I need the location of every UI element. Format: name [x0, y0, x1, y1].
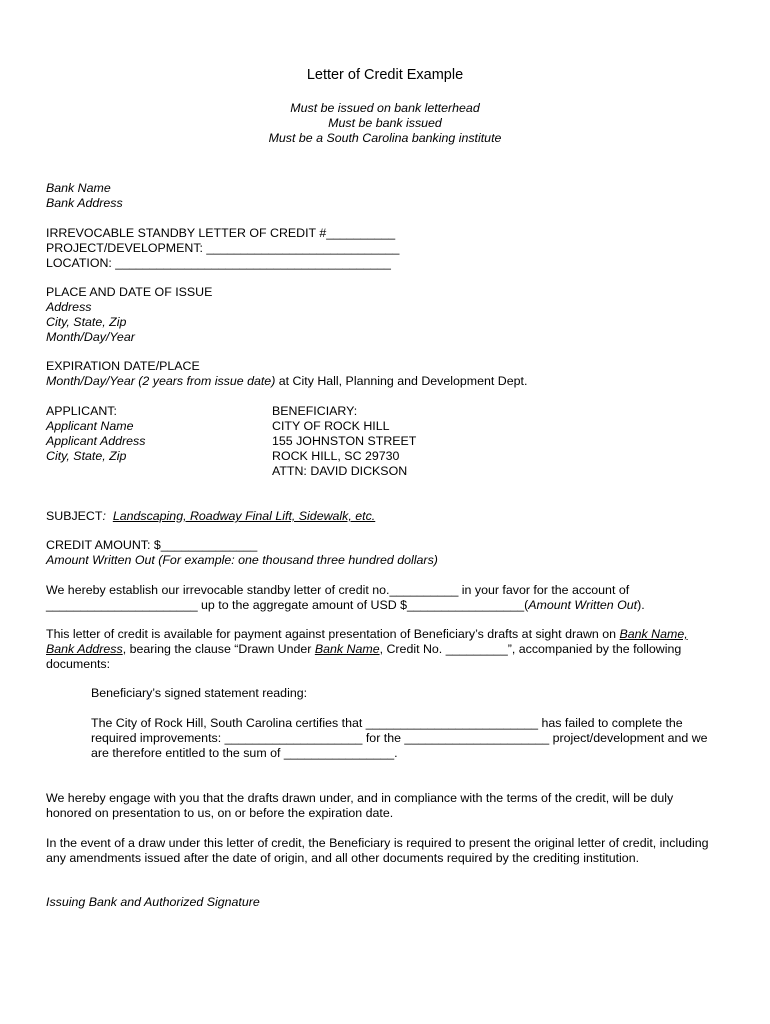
note-bank-issued: Must be bank issued — [328, 116, 442, 130]
establish-line-2c: ). — [637, 598, 645, 612]
document-title: Letter of Credit Example — [306, 67, 464, 83]
note-sc-institute: Must be a South Carolina banking institute — [268, 131, 502, 145]
bank-block — [46, 181, 123, 211]
availability-bank-name: Bank Name, — [619, 627, 688, 641]
issue-label: PLACE AND DATE OF ISSUE — [46, 285, 213, 299]
applicant-address: Applicant Address — [46, 434, 146, 448]
applicant-block — [46, 404, 145, 464]
availability-paragraph — [46, 627, 688, 672]
subject-value: Landscaping, Roadway Final Lift, Sidewalk, etc. — [112, 509, 376, 523]
establish-paragraph — [46, 583, 645, 613]
note-letterhead: Must be issued on bank letterhead — [290, 101, 480, 115]
beneficiary-street: 155 JOHNSTON STREET — [272, 434, 417, 448]
statement-line-3: are therefore entitled to the sum of ________________. — [91, 746, 398, 760]
applicant-name: Applicant Name — [46, 419, 134, 433]
draw-line-2: any amendments issued after the date of origin, and all other documents required by the crediting institution. — [46, 851, 640, 865]
applicant-label: APPLICANT: — [46, 404, 117, 418]
availability-bank-name-2: Bank Name — [314, 642, 380, 656]
availability-text-a: This letter of credit is available for payment against presentation of Beneficiary’s drafts at sight drawn on — [46, 627, 620, 641]
statement-line-1: The City of Rock Hill, South Carolina certifies that _________________________ has failed to complete the — [91, 716, 683, 730]
issue-address: Address — [46, 300, 92, 314]
applicant-city-state-zip: City, State, Zip — [46, 449, 127, 463]
credit-amount-note: Amount Written Out (For example: one thousand three hundred dollars) — [46, 553, 438, 567]
availability-text-c: , Credit No. _________”, accompanied by the following — [379, 642, 682, 656]
availability-text-b: , bearing the clause “Drawn Under — [122, 642, 315, 656]
bank-address: Bank Address — [46, 196, 123, 210]
signature-line: Issuing Bank and Authorized Signature — [46, 895, 260, 909]
establish-line-2a: ______________________ up to the aggregate amount of USD $_________________( — [46, 598, 529, 612]
establish-line-2 — [46, 598, 645, 613]
engagement-line-1: We hereby engage with you that the drafts drawn under, and in compliance with the terms of the credit, will be duly — [46, 791, 674, 805]
credit-amount: CREDIT AMOUNT: $______________ — [46, 538, 258, 552]
expiration-label: EXPIRATION DATE/PLACE — [46, 359, 200, 373]
availability-bank-address: Bank Address — [46, 642, 123, 656]
issue-city-state-zip: City, State, Zip — [46, 315, 127, 329]
engagement-paragraph — [46, 791, 673, 821]
bank-name: Bank Name — [46, 181, 111, 195]
statement-line-2: required improvements: ____________________ for the _____________________ project/development and we — [91, 731, 708, 745]
expiration-block — [46, 359, 527, 389]
draw-paragraph — [46, 836, 709, 866]
statement-block — [91, 716, 708, 761]
header-block — [46, 226, 399, 271]
expiration-date: Month/Day/Year (2 years from issue date) — [46, 374, 276, 388]
subject-line — [46, 509, 375, 524]
establish-line-1: We hereby establish our irrevocable standby letter of credit no.__________ in your favor for the account of — [46, 583, 630, 597]
beneficiary-city: ROCK HILL, SC 29730 — [272, 449, 400, 463]
availability-line-2 — [46, 642, 688, 657]
beneficiary-block — [272, 404, 416, 479]
beneficiary-name: CITY OF ROCK HILL — [272, 419, 390, 433]
letter-of-credit-number: IRREVOCABLE STANDBY LETTER OF CREDIT #__________ — [46, 226, 396, 240]
project-development: PROJECT/DEVELOPMENT: ____________________________ — [46, 241, 400, 255]
expiration-place: at City Hall, Planning and Development Dept. — [275, 374, 528, 388]
subject-colon: : — [102, 509, 106, 523]
engagement-line-2: honored on presentation to us, on or before the expiration date. — [46, 806, 394, 820]
expiration-line — [46, 374, 527, 389]
beneficiary-label: BENEFICIARY: — [272, 404, 358, 418]
location: LOCATION: ________________________________________ — [46, 256, 391, 270]
availability-line-1 — [46, 627, 688, 642]
draw-line-1: In the event of a draw under this letter of credit, the Beneficiary is required to present the original letter of credit, including — [46, 836, 709, 850]
beneficiary-attn: ATTN: DAVID DICKSON — [272, 464, 408, 478]
availability-line-3: documents: — [46, 657, 111, 671]
issue-date: Month/Day/Year — [46, 330, 135, 344]
subject-label: SUBJECT — [46, 509, 103, 523]
amount-written-out: Amount Written Out — [528, 598, 638, 612]
statement-label: Beneficiary’s signed statement reading: — [91, 686, 308, 700]
credit-amount-block — [46, 538, 438, 568]
issue-block — [46, 285, 212, 345]
